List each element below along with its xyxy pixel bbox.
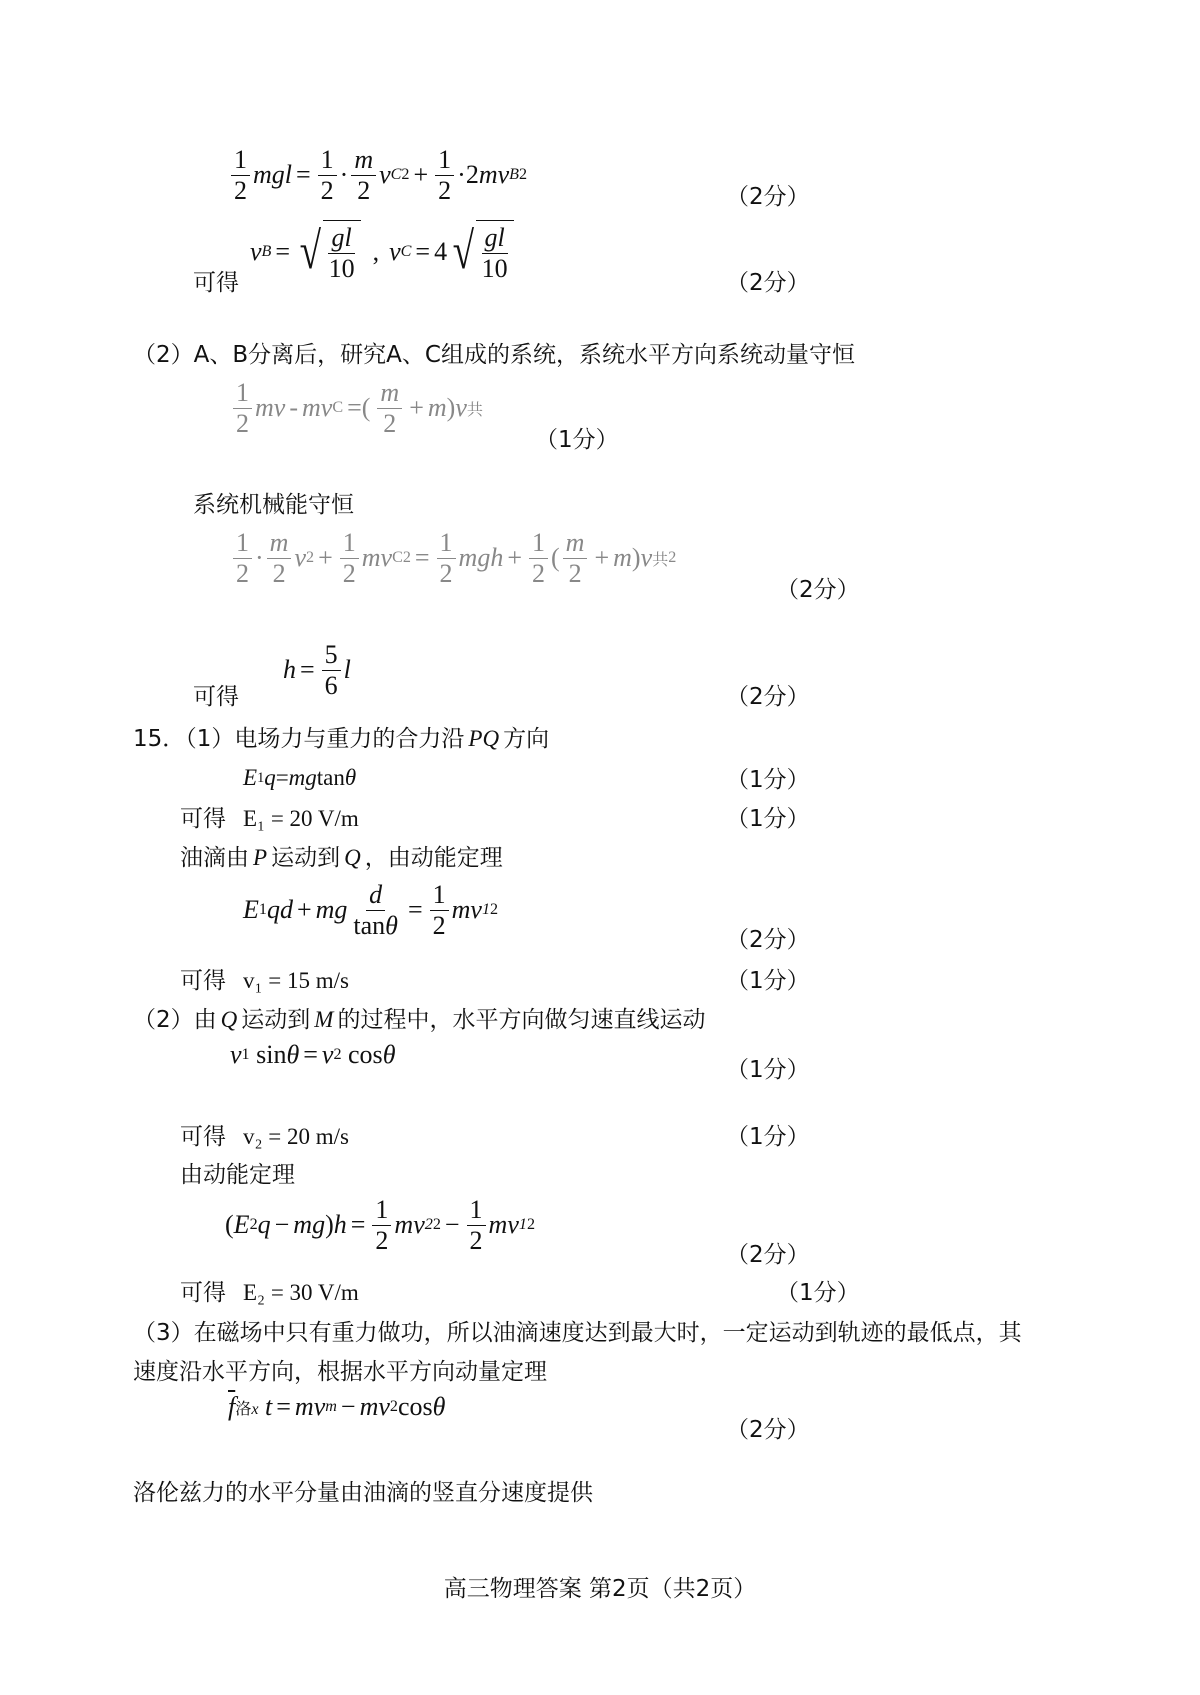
paragraph-q15-1 bbox=[133, 724, 549, 754]
q15-2-c: 的过程中，水平方向做匀速直线运动 bbox=[337, 1007, 706, 1033]
equation-e1q: E 1 q = mg tan θ bbox=[243, 765, 357, 790]
e1-result: E₁ = 20 V/m bbox=[243, 806, 359, 831]
score-mark: （2分） bbox=[726, 270, 810, 296]
score-mark: （2分） bbox=[726, 1242, 810, 1268]
text-kede: 可得 bbox=[193, 684, 239, 710]
equation-kinetic-2: ( E 2 q − mg ) h = $\frac{1}{2}$ mv 2 2 − $\frac{1}{2}$ mv 1 2 bbox=[225, 1195, 535, 1255]
score-mark: （2分） bbox=[726, 184, 810, 210]
oil-q: Q bbox=[344, 845, 361, 870]
q15-1-pq: PQ bbox=[468, 726, 500, 751]
equation-horizontal-velocity: v 1 sin θ = v 2 cos θ bbox=[230, 1040, 396, 1069]
text-energy-conserve: 系统机械能守恒 bbox=[193, 492, 354, 518]
paragraph-q14-2: （2）A、B分离后，研究A、C组成的系统，系统水平方向系统动量守恒 bbox=[133, 342, 855, 368]
oil-text-c: ，由动能定理 bbox=[364, 845, 503, 871]
text-kede: 可得 bbox=[193, 270, 239, 296]
oil-text-b: 运动到 bbox=[271, 845, 341, 871]
score-mark: （1分） bbox=[726, 968, 810, 994]
v1-result: v₁ = 15 m/s bbox=[243, 968, 349, 993]
q15-2-m: M bbox=[314, 1007, 334, 1032]
q15-2-a: （2）由 bbox=[133, 1007, 217, 1033]
score-mark: （1分） bbox=[726, 767, 810, 793]
oil-p: P bbox=[253, 845, 268, 870]
paragraph-q15-3-line2: 速度沿水平方向，根据水平方向动量定理 bbox=[133, 1359, 547, 1385]
equation-mechanical-energy: $\frac{1}{2}$ · $\frac{m}{2}$ v 2 + $\frac{1}{2}$ mv C 2 = $\frac{1}{2}$ mgh + $\frac{1}{2}$ ( $\frac{m}{2}$ + m ) v 共 2 bbox=[230, 528, 676, 589]
text-kede: 可得 bbox=[180, 1124, 226, 1150]
score-mark: （1分） bbox=[726, 1057, 810, 1083]
text-kinetic-theorem: 由动能定理 bbox=[180, 1162, 295, 1188]
v2-result: v₂ = 20 m/s bbox=[243, 1124, 349, 1149]
equation-momentum-theorem: $\overline{f}$ 洛x t = mv m − mv 2 cos θ bbox=[228, 1392, 446, 1421]
text-kede: 可得 bbox=[180, 806, 226, 832]
equation-energy-1: $\frac{1}{2}$ mgl = $\frac{1}{2}$ · $\frac{m}{2}$ v C 2 + $\frac{1}{2}$ ·2 mv B 2 bbox=[228, 145, 527, 206]
equation-h-result: h = $\frac{5}{6}$ l bbox=[283, 640, 351, 700]
score-mark: （2分） bbox=[726, 1417, 810, 1443]
paragraph-oil-p-to-q bbox=[180, 843, 503, 873]
paragraph-lorentz-note: 洛伦兹力的水平分量由油滴的竖直分速度提供 bbox=[133, 1480, 593, 1506]
score-mark: （2分） bbox=[726, 927, 810, 953]
score-mark: （1分） bbox=[776, 1280, 860, 1306]
score-mark: （2分） bbox=[776, 577, 860, 603]
paragraph-q15-3-line1: （3）在磁场中只有重力做功，所以油滴速度达到最大时，一定运动到轨迹的最低点，其 bbox=[133, 1320, 1022, 1346]
paragraph-q15-2 bbox=[133, 1005, 705, 1035]
score-mark: （1分） bbox=[726, 1124, 810, 1150]
q15-2-q: Q bbox=[220, 1007, 238, 1032]
equation-vb-vc: v B = √ $\frac{gl}{10}$ , v C = 4 √ $\frac{gl}{10}$ bbox=[250, 220, 516, 284]
score-mark: （2分） bbox=[726, 684, 810, 710]
oil-text-a: 油滴由 bbox=[180, 845, 249, 871]
score-mark: （1分） bbox=[726, 806, 810, 832]
e2-result: E₂ = 30 V/m bbox=[243, 1280, 359, 1305]
q15-1-dir: 方向 bbox=[503, 726, 550, 752]
text-kede: 可得 bbox=[180, 1280, 226, 1306]
q15-2-b: 运动到 bbox=[241, 1007, 311, 1033]
q15-1-intro: 15．（1）电场力与重力的合力沿 bbox=[133, 726, 465, 752]
score-mark: （1分） bbox=[535, 427, 619, 453]
equation-momentum: $\frac{1}{2}$ mv - mv C =( $\frac{m}{2}$ + m ) v 共 bbox=[230, 378, 483, 439]
equation-kinetic-1: E 1 qd + mg $\frac{d}{\tan\theta}$ = $\frac{1}{2}$ mv 1 2 bbox=[243, 880, 499, 940]
text-kede: 可得 bbox=[180, 968, 226, 994]
page-footer: 高三物理答案 第2页（共2页） bbox=[443, 1576, 757, 1602]
